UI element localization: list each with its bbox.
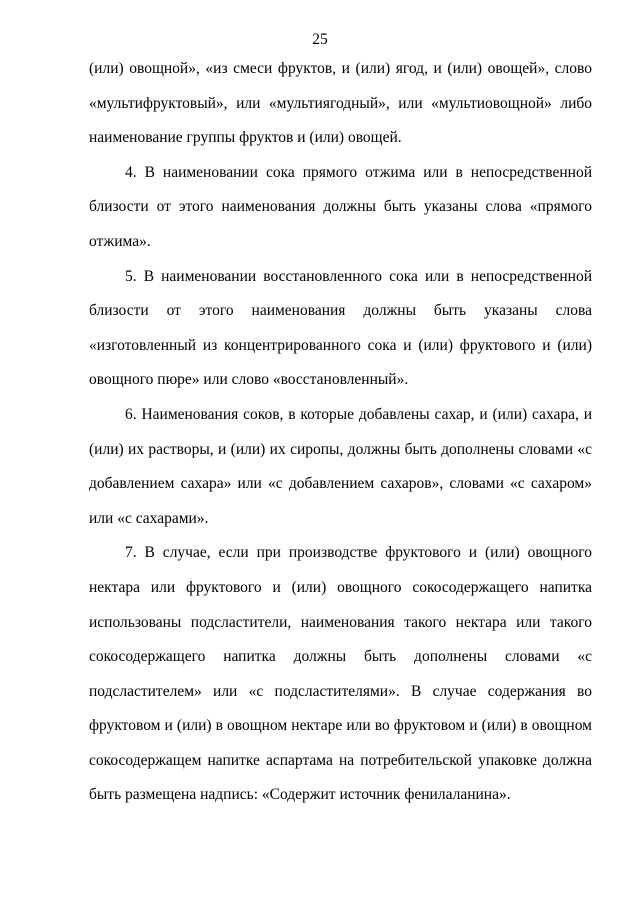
paragraph-4: 4. В наименовании сока прямого отжима или в непосредственной близости от этого наименования должны быть указаны слова «прямого отжима». xyxy=(89,163,592,250)
paragraph-7: 7. В случае, если при производстве фруктового и (или) овощного нектара или фруктового и (или) овощного сокосодержащего напитка использованы подсластители, наименования такого нектара или такого сокосодержащего напитка должны быть дополнены словами «с подсластителем» или «с подсластителями». В случае содержания во фруктовом и (или) в овощном нектаре или во фруктовом и (или) в овощном сокосодержащем напитке аспартама на потребительской упаковке должна быть размещена надпись: «Содержит источник фенилаланина». xyxy=(89,544,592,804)
document-body xyxy=(89,52,592,813)
paragraph-5: 5. В наименовании восстановленного сока или в непосредственной близости от этого наименования должны быть указаны слова «изготовленный из концентрированного сока и (или) фруктового и (или) овощного пюре» или слово «восстановленный». xyxy=(89,267,592,389)
paragraph-continuation: (или) овощной», «из смеси фруктов, и (или) ягод, и (или) овощей», слово «мультифруктовый», или «мультиягодный», или «мультиовощной» либо наименование группы фруктов и (или) овощей. xyxy=(89,60,592,147)
paragraph-6: 6. Наименования соков, в которые добавлены сахар, и (или) сахара, и (или) их растворы, и (или) их сиропы, должны быть дополнены словами «с добавлением сахара» или «с добавлением сахаров», словами «с сахаром» или «с сахарами». xyxy=(89,405,592,527)
page-number: 25 xyxy=(312,31,328,48)
